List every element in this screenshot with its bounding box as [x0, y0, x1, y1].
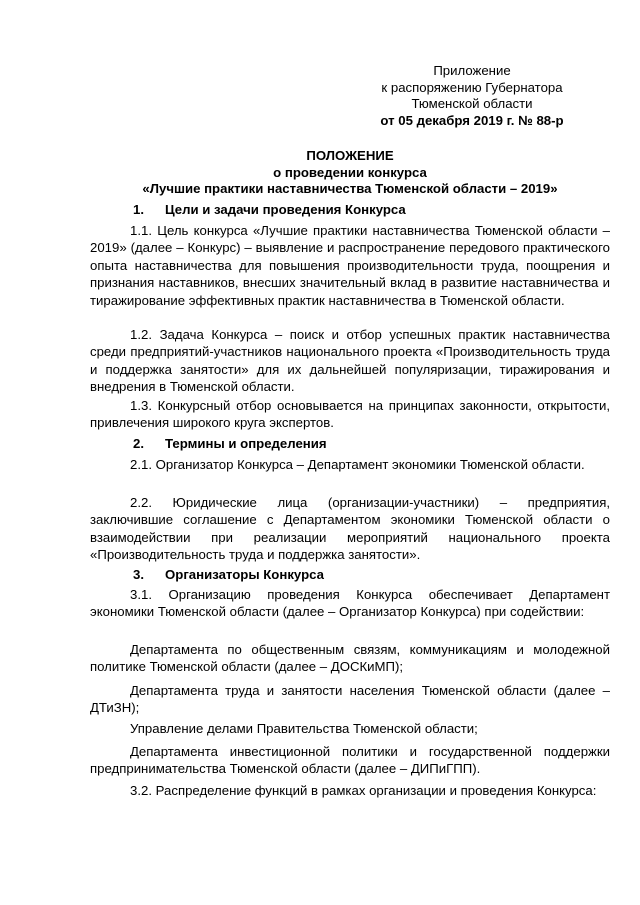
paragraph-3-2: 3.2. Распределение функций в рамках организации и проведения Конкурса: [130, 783, 597, 798]
paragraph-1-1: 1.1. Цель конкурса «Лучшие практики наставничества Тюменской области – 2019» (далее – Конкурс) – выявление и распространение передового практического опыта наставничества для повышения производительности труда, поощрения и признания наставников, внесших значительный вклад в развитие наставничества и тиражирование эффективных практик наставничества в Тюменской области. [90, 223, 610, 308]
paragraph-3-administration: Управление делами Правительства Тюменской области; [130, 721, 478, 736]
paragraph-1-3: 1.3. Конкурсный отбор основывается на принципах законности, открытости, привлечения широкого круга экспертов. [90, 398, 610, 431]
section-title: Организаторы Конкурса [165, 567, 324, 582]
document-title [90, 148, 610, 198]
paragraph-3-dtizn: Департамента труда и занятости населения Тюменской области (далее – ДТиЗН); [90, 683, 610, 716]
paragraph-3-dipigpp: Департамента инвестиционной политики и государственной поддержки предпринимательства Тюменской области (далее – ДИПиГПП). [90, 744, 610, 777]
appendix-block [357, 63, 587, 129]
appendix-date-line: от 05 декабря 2019 г. № 88-р [380, 112, 564, 128]
paragraph-3-doskimp: Департамента по общественным связям, коммуникациям и молодежной политике Тюменской области (далее – ДОСКиМП); [90, 642, 610, 675]
section-number: 2. [133, 436, 144, 451]
section-number: 3. [133, 567, 144, 582]
paragraph-3-1: 3.1. Организацию проведения Конкурса обеспечивает Департамент экономики Тюменской области (далее – Организатор Конкурса) при содействии: [90, 587, 610, 620]
appendix-line-2: к распоряжению Губернатора [381, 79, 563, 95]
appendix-line-1: Приложение [433, 63, 511, 78]
title-line-2: о проведении конкурса [273, 164, 427, 180]
paragraph-1-2: 1.2. Задача Конкурса – поиск и отбор успешных практик наставничества среди предприятий-участников национального проекта «Производительность труда и поддержка занятости» для их дальнейшей популяризации, тиражирования и внедрения в Тюменской области. [90, 327, 610, 395]
section-number: 1. [133, 202, 144, 217]
title-line-1: ПОЛОЖЕНИЕ [306, 148, 394, 163]
section-title: Цели и задачи проведения Конкурса [165, 202, 406, 217]
title-line-3: «Лучшие практики наставничества Тюменской области – 2019» [142, 181, 558, 196]
appendix-line-3: Тюменской области [411, 96, 533, 111]
paragraph-2-1: 2.1. Организатор Конкурса – Департамент экономики Тюменской области. [130, 457, 585, 472]
paragraph-2-2: 2.2. Юридические лица (организации-участники) – предприятия, заключившие соглашение с Департаментом экономики Тюменской области о взаимодействии при реализации мероприятий национального проекта «Производительность труда и поддержка занятости». [90, 495, 610, 563]
section-title: Термины и определения [165, 436, 327, 451]
